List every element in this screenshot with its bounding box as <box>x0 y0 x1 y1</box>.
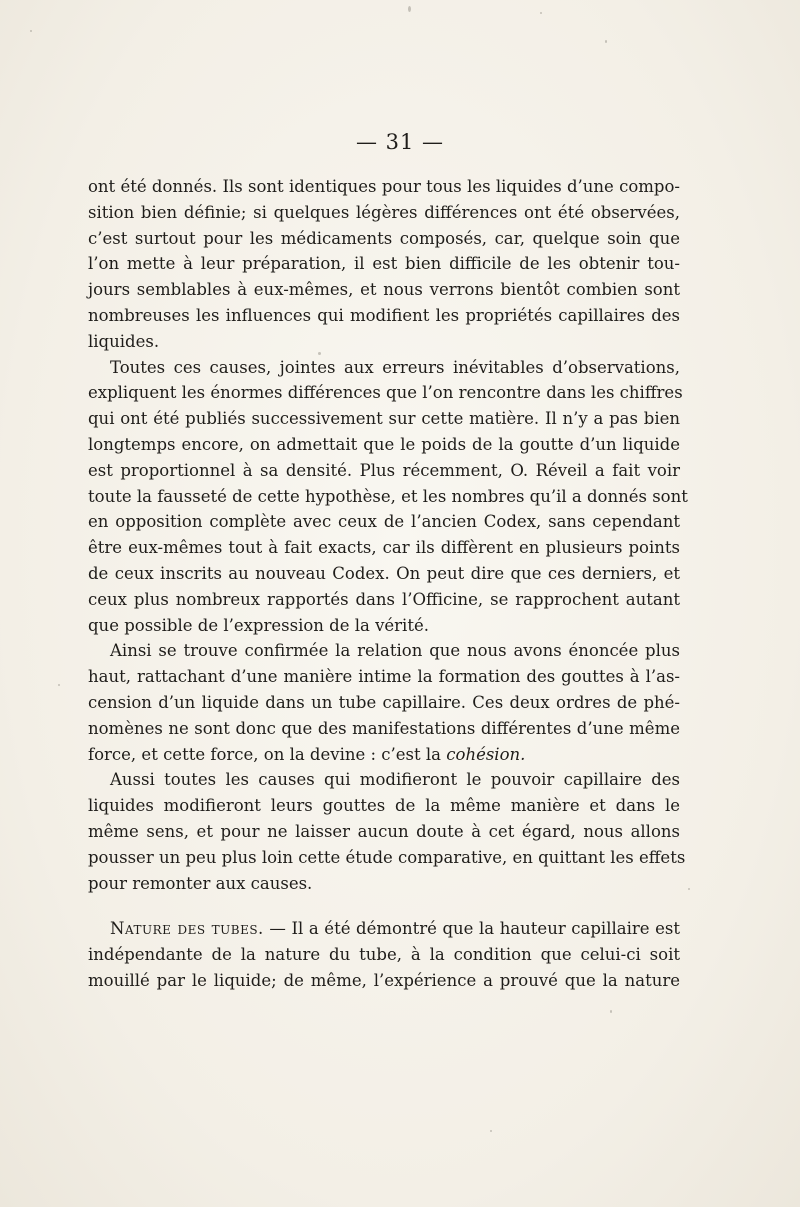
text-line: expliquent les énormes différences que l’on rencontre dans les chiffres <box>88 383 683 403</box>
text-line: être eux-mêmes tout à fait exacts, car ils diffèrent en plusieurs points <box>88 538 680 558</box>
paper-speck <box>490 1130 492 1132</box>
paper-speck <box>318 352 321 355</box>
section-heading: Nature des tubes. <box>110 919 264 939</box>
text-line: cension d’un liquide dans un tube capillaire. Ces deux ordres de phé- <box>88 692 680 712</box>
text-line: Toutes ces causes, jointes aux erreurs inévitables d’observations, <box>110 357 680 377</box>
text-line: longtemps encore, on admettait que le poids de la goutte d’un liquide <box>88 434 680 454</box>
section-text: Il a été démontré que la hauteur capillaire est <box>291 919 680 939</box>
text-line: Aussi toutes les causes qui modifieront le pouvoir capillaire des <box>110 770 680 790</box>
text-line: nombreuses les influences qui modifient les propriétés capillaires des <box>88 305 680 325</box>
text-line: pour remonter aux causes. <box>88 873 313 893</box>
text-line: sition bien définie; si quelques légères différences ont été observées, <box>88 202 680 222</box>
text-line: indépendante de la nature du tube, à la condition que celui-ci soit <box>88 945 680 965</box>
text-line: jours semblables à eux-mêmes, et nous verrons bientôt combien sont <box>88 280 680 300</box>
text-line: pousser un peu plus loin cette étude comparative, en quittant les effets <box>88 847 686 867</box>
body-text <box>88 174 688 994</box>
text-line: liquides. <box>88 331 160 351</box>
paper-speck <box>30 30 32 32</box>
paragraph-gap <box>88 896 680 916</box>
paper-speck <box>58 684 60 686</box>
section-first-line <box>88 916 680 942</box>
paper-speck <box>540 12 542 14</box>
paper-speck <box>688 888 690 890</box>
text-line: l’on mette à leur préparation, il est bien difficile de les obtenir tou- <box>88 254 680 274</box>
text-line: mouillé par le liquide; de même, l’expérience a prouvé que la nature <box>88 970 680 990</box>
paper-speck <box>610 1010 612 1013</box>
text-line-with-emphasis <box>88 742 680 768</box>
text-line: ceux plus nombreux rapportés dans l’Officine, se rapprochent autant <box>88 589 680 609</box>
text-line: ont été donnés. Ils sont identiques pour tous les liquides d’une compo- <box>88 177 680 196</box>
text-line: qui ont été publiés successivement sur cette matière. Il n’y a pas bien <box>88 409 680 429</box>
text-line: Ainsi se trouve confirmée la relation que nous avons énoncée plus <box>110 641 680 661</box>
text-line: de ceux inscrits au nouveau Codex. On peut dire que ces derniers, et <box>88 563 680 583</box>
text-line: c’est surtout pour les médicaments composés, car, quelque soin que <box>88 228 680 248</box>
text-line: même sens, et pour ne laisser aucun doute à cet égard, nous allons <box>88 821 680 841</box>
page-number: — 31 — <box>355 130 445 154</box>
text-line: en opposition complète avec ceux de l’ancien Codex, sans cependant <box>88 512 680 532</box>
text-line: nomènes ne sont donc que des manifestations différentes d’une même <box>88 718 680 738</box>
emphasis-cohesion: cohésion. <box>446 744 526 764</box>
text-segment: force, et cette force, on la devine : c’est la <box>88 744 442 764</box>
text-line: que possible de l’expression de la vérité. <box>88 615 429 635</box>
text-line: haut, rattachant d’une manière intime la formation des gouttes à l’as- <box>88 667 680 687</box>
section-dash: — <box>263 919 292 939</box>
paper-speck <box>605 40 607 43</box>
text-line: liquides modifieront leurs gouttes de la même manière et dans le <box>88 796 680 816</box>
paper-speck <box>408 6 411 12</box>
text-line: est proportionnel à sa densité. Plus récemment, O. Réveil a fait voir <box>88 460 680 480</box>
text-line: toute la fausseté de cette hypothèse, et les nombres qu’il a donnés sont <box>88 486 688 506</box>
